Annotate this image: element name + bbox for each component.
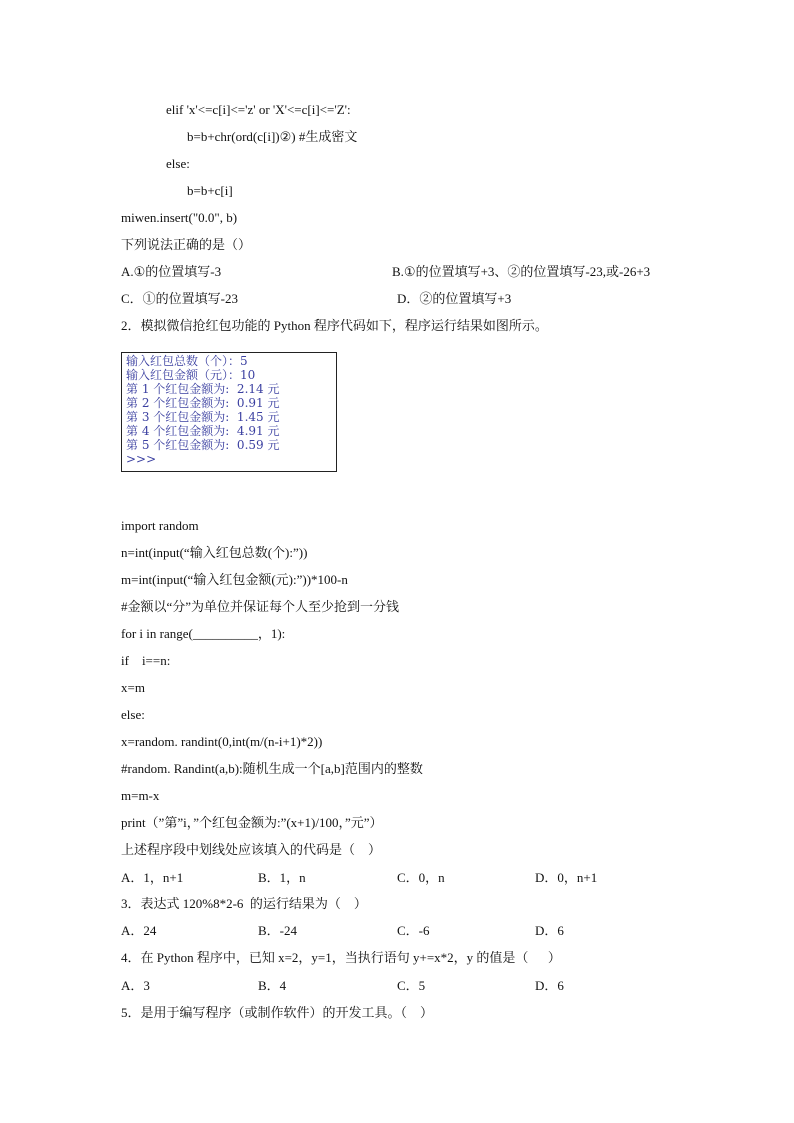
code-line: m=m-x (121, 788, 160, 803)
q3-option-b: B．-24 (258, 923, 298, 938)
code-comment: #random. Randint(a,b):随机生成一个[a,b]范围内的整数 (121, 761, 423, 776)
q1-option-a: A.①的位置填写-3 (121, 264, 222, 279)
q4-title: 4．在 Python 程序中，已知 x=2，y=1，当执行语句 y+=x*2，y 的值是（ ） (121, 950, 561, 965)
q2-title: 2．模拟微信抢红包功能的 Python 程序代码如下，程序运行结果如图所示。 (121, 318, 548, 333)
q3-option-c: C．-6 (397, 923, 430, 938)
console-line: 第 2 个红包金额为: 0.91 元 (126, 396, 280, 410)
q3-option-a: A．24 (121, 923, 157, 938)
q1-option-b: B.①的位置填写+3、②的位置填写-23,或-26+3 (392, 264, 651, 279)
q2-option-c: C．0，n (397, 870, 445, 885)
q1-option-d: D．②的位置填写+3 (397, 291, 512, 306)
console-line: 第 3 个红包金额为: 1.45 元 (126, 410, 280, 424)
q4-option-d: D．6 (535, 978, 564, 993)
console-output-screenshot (121, 352, 337, 472)
code-line-append: b=b+c[i] (187, 183, 233, 198)
code-line: m=int(input(“输入红包金额(元):”))*100-n (121, 572, 348, 587)
code-line-elif: elif 'x'<=c[i]<='z' or 'X'<=c[i]<='Z': (166, 102, 351, 117)
code-line-for: for i in range(__________，1): (121, 626, 286, 641)
console-line: 第 1 个红包金额为: 2.14 元 (126, 382, 280, 396)
q1-options-row1 (0, 264, 794, 280)
q2-option-a: A．1，n+1 (121, 870, 184, 885)
code-line-else: else: (166, 156, 190, 171)
code-line: import random (121, 518, 199, 533)
code-line: x=m (121, 680, 145, 695)
q3-option-d: D．6 (535, 923, 564, 938)
q4-option-c: C．5 (397, 978, 426, 993)
code-line-encrypt: b=b+chr(ord(c[i])②) #生成密文 (187, 129, 358, 144)
q2-option-b: B．1，n (258, 870, 306, 885)
q3-options (0, 923, 794, 939)
q4-option-a: A．3 (121, 978, 150, 993)
q1-options-row2 (0, 291, 794, 307)
console-line: 输入红包金额（元）：10 (126, 368, 256, 382)
q1-option-c: C．①的位置填写-23 (121, 291, 239, 306)
q5-title: 5．是用于编写程序（或制作软件）的开发工具。（ ） (121, 1005, 434, 1020)
code-line-insert: miwen.insert("0.0", b) (121, 210, 238, 225)
q4-option-b: B．4 (258, 978, 287, 993)
code-line: n=int(input(“输入红包总数(个):”)) (121, 545, 308, 560)
console-line: 第 4 个红包金额为: 4.91 元 (126, 424, 280, 438)
q4-options (0, 978, 794, 994)
console-prompt: >>> (126, 452, 157, 466)
code-line-else: else: (121, 707, 145, 722)
code-comment: #金额以“分”为单位并保证每个人至少抢到一分钱 (121, 599, 400, 614)
code-line: x=random. randint(0,int(m/(n-i+1)*2)) (121, 734, 323, 749)
q3-title: 3．表达式 120%8*2-6 的运行结果为（ ） (121, 896, 367, 911)
q2-option-d: D．0，n+1 (535, 870, 598, 885)
console-line: 输入红包总数（个）：5 (126, 354, 248, 368)
code-line-print: print（”第”i，”个红包金额为:”(x+1)/100，”元”） (121, 815, 383, 830)
code-line-if: if i==n: (121, 653, 171, 668)
console-line: 第 5 个红包金额为: 0.59 元 (126, 438, 280, 452)
q2-prompt: 上述程序段中划线处应该填入的代码是（ ） (121, 842, 382, 857)
q2-options (0, 870, 794, 886)
q1-prompt: 下列说法正确的是（） (121, 237, 252, 252)
